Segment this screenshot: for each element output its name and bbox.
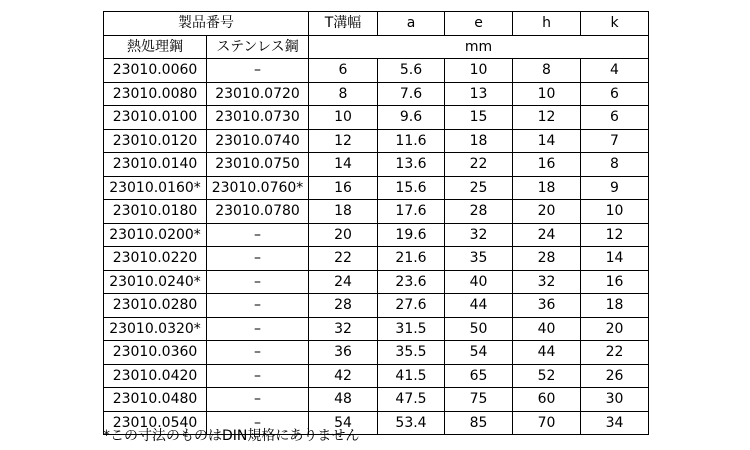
footnote: *この寸法のものはDIN規格にありません: [103, 428, 360, 444]
a-value: 27.6: [378, 294, 445, 318]
stainless-steel-header: ステンレス鋼: [207, 35, 309, 59]
table-row: [104, 223, 649, 247]
stainless-part-number: –: [207, 411, 309, 435]
stainless-part-number: –: [207, 59, 309, 83]
stainless-part-number: 23010.0780: [207, 200, 309, 224]
heat-treated-part-number: 23010.0140: [104, 153, 207, 177]
table-row: [104, 153, 649, 177]
h-value: 28: [513, 247, 581, 271]
a-value: 47.5: [378, 388, 445, 412]
table-row: [104, 294, 649, 318]
k-value: 26: [581, 364, 649, 388]
table-row: [104, 341, 649, 365]
spec-table: [103, 11, 649, 435]
stainless-part-number: 23010.0720: [207, 82, 309, 106]
h-value: 18: [513, 176, 581, 200]
t-slot-width-header: T溝幅: [309, 12, 378, 36]
e-value: 25: [445, 176, 513, 200]
h-value: 36: [513, 294, 581, 318]
t-slot-width-value: 22: [309, 247, 378, 271]
stainless-part-number: –: [207, 317, 309, 341]
t-slot-width-value: 36: [309, 341, 378, 365]
t-slot-width-value: 54: [309, 411, 378, 435]
stainless-part-number: –: [207, 364, 309, 388]
k-value: 14: [581, 247, 649, 271]
t-slot-width-value: 48: [309, 388, 378, 412]
table-row: [104, 106, 649, 130]
t-slot-width-value: 10: [309, 106, 378, 130]
heat-treated-part-number: 23010.0360: [104, 341, 207, 365]
h-value: 24: [513, 223, 581, 247]
k-value: 34: [581, 411, 649, 435]
heat-treated-part-number: 23010.0060: [104, 59, 207, 83]
k-value: 16: [581, 270, 649, 294]
k-value: 4: [581, 59, 649, 83]
stainless-part-number: –: [207, 223, 309, 247]
stainless-part-number: 23010.0750: [207, 153, 309, 177]
e-value: 35: [445, 247, 513, 271]
a-value: 7.6: [378, 82, 445, 106]
a-value: 35.5: [378, 341, 445, 365]
t-slot-width-value: 24: [309, 270, 378, 294]
stainless-part-number: 23010.0730: [207, 106, 309, 130]
k-value: 9: [581, 176, 649, 200]
e-value: 44: [445, 294, 513, 318]
heat-treated-part-number: 23010.0200*: [104, 223, 207, 247]
table-row: [104, 247, 649, 271]
t-slot-width-value: 32: [309, 317, 378, 341]
header-row-1: [104, 12, 649, 36]
a-value: 31.5: [378, 317, 445, 341]
e-value: 65: [445, 364, 513, 388]
e-value: 40: [445, 270, 513, 294]
a-value: 15.6: [378, 176, 445, 200]
product-number-header: 製品番号: [104, 12, 309, 36]
e-value: 54: [445, 341, 513, 365]
k-value: 30: [581, 388, 649, 412]
a-value: 23.6: [378, 270, 445, 294]
h-value: 60: [513, 388, 581, 412]
t-slot-width-value: 16: [309, 176, 378, 200]
heat-treated-part-number: 23010.0240*: [104, 270, 207, 294]
table-row: [104, 176, 649, 200]
header-row-2: [104, 35, 649, 59]
k-value: 20: [581, 317, 649, 341]
a-value: 19.6: [378, 223, 445, 247]
e-value: 32: [445, 223, 513, 247]
h-value: 44: [513, 341, 581, 365]
table-row: [104, 364, 649, 388]
e-value: 22: [445, 153, 513, 177]
t-slot-width-value: 28: [309, 294, 378, 318]
t-slot-width-value: 8: [309, 82, 378, 106]
heat-treated-part-number: 23010.0320*: [104, 317, 207, 341]
h-value: 10: [513, 82, 581, 106]
a-value: 53.4: [378, 411, 445, 435]
h-value: 8: [513, 59, 581, 83]
heat-treated-steel-header: 熱処理鋼: [104, 35, 207, 59]
table-row: [104, 317, 649, 341]
heat-treated-part-number: 23010.0120: [104, 129, 207, 153]
h-header: h: [513, 12, 581, 36]
e-value: 15: [445, 106, 513, 130]
a-value: 17.6: [378, 200, 445, 224]
t-slot-width-value: 12: [309, 129, 378, 153]
t-slot-width-value: 42: [309, 364, 378, 388]
h-value: 14: [513, 129, 581, 153]
h-value: 70: [513, 411, 581, 435]
stainless-part-number: –: [207, 388, 309, 412]
heat-treated-part-number: 23010.0480: [104, 388, 207, 412]
a-value: 41.5: [378, 364, 445, 388]
stainless-part-number: –: [207, 294, 309, 318]
table-row: [104, 82, 649, 106]
stainless-part-number: –: [207, 341, 309, 365]
stainless-part-number: 23010.0760*: [207, 176, 309, 200]
e-value: 85: [445, 411, 513, 435]
heat-treated-part-number: 23010.0280: [104, 294, 207, 318]
e-value: 28: [445, 200, 513, 224]
a-header: a: [378, 12, 445, 36]
k-value: 6: [581, 106, 649, 130]
table-row: [104, 200, 649, 224]
heat-treated-part-number: 23010.0220: [104, 247, 207, 271]
e-value: 75: [445, 388, 513, 412]
h-value: 40: [513, 317, 581, 341]
k-value: 6: [581, 82, 649, 106]
stainless-part-number: –: [207, 247, 309, 271]
table-row: [104, 270, 649, 294]
heat-treated-part-number: 23010.0420: [104, 364, 207, 388]
t-slot-width-value: 20: [309, 223, 378, 247]
k-value: 7: [581, 129, 649, 153]
e-value: 13: [445, 82, 513, 106]
table-row: [104, 129, 649, 153]
heat-treated-part-number: 23010.0100: [104, 106, 207, 130]
k-header: k: [581, 12, 649, 36]
t-slot-width-value: 6: [309, 59, 378, 83]
a-value: 21.6: [378, 247, 445, 271]
k-value: 18: [581, 294, 649, 318]
h-value: 16: [513, 153, 581, 177]
a-value: 5.6: [378, 59, 445, 83]
a-value: 13.6: [378, 153, 445, 177]
k-value: 8: [581, 153, 649, 177]
a-value: 9.6: [378, 106, 445, 130]
h-value: 20: [513, 200, 581, 224]
heat-treated-part-number: 23010.0180: [104, 200, 207, 224]
heat-treated-part-number: 23010.0540: [104, 411, 207, 435]
k-value: 12: [581, 223, 649, 247]
h-value: 32: [513, 270, 581, 294]
e-value: 50: [445, 317, 513, 341]
k-value: 10: [581, 200, 649, 224]
h-value: 52: [513, 364, 581, 388]
t-slot-width-value: 18: [309, 200, 378, 224]
stainless-part-number: 23010.0740: [207, 129, 309, 153]
table-row: [104, 59, 649, 83]
unit-header: mm: [309, 35, 649, 59]
heat-treated-part-number: 23010.0080: [104, 82, 207, 106]
e-header: e: [445, 12, 513, 36]
heat-treated-part-number: 23010.0160*: [104, 176, 207, 200]
a-value: 11.6: [378, 129, 445, 153]
e-value: 18: [445, 129, 513, 153]
table-row: [104, 388, 649, 412]
t-slot-width-value: 14: [309, 153, 378, 177]
stainless-part-number: –: [207, 270, 309, 294]
h-value: 12: [513, 106, 581, 130]
k-value: 22: [581, 341, 649, 365]
e-value: 10: [445, 59, 513, 83]
